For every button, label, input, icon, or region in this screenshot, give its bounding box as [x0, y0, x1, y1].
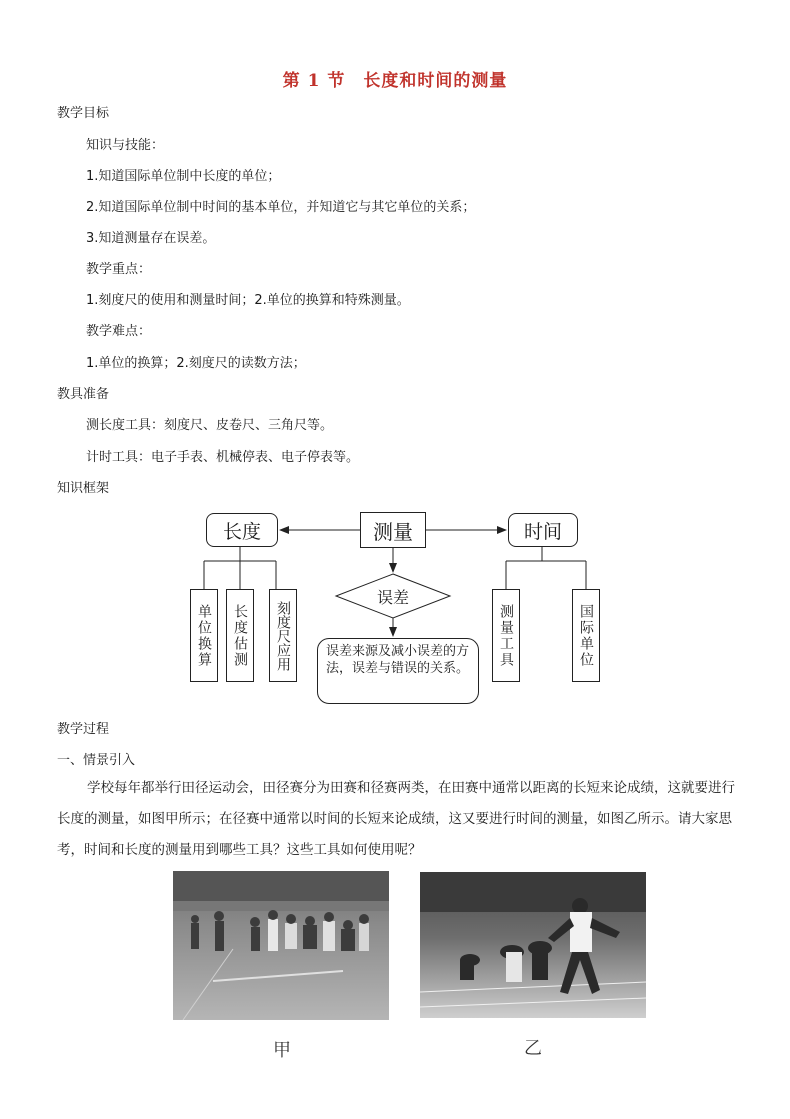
time-item-2: 国际单位 [572, 589, 600, 682]
time-item-1: 测量工具 [492, 589, 520, 682]
length-item-1: 单位换算 [190, 589, 218, 682]
goal-item-2: 2.知道国际单位制中时间的基本单位，并知道它与其它单位的关系； [86, 200, 476, 215]
knowledge-framework-diagram [180, 506, 610, 711]
error-note: 误差来源及减小误差的方法，误差与错误的关系。 [317, 638, 479, 704]
page-title: 第 1 节 长度和时间的测量 [282, 71, 508, 91]
intro-paragraph-text: 学校每年都举行田径运动会，田径赛分为田赛和径赛两类，在田赛中通常以距离的长短来论成绩，这就要进行长度的测量，如图甲所示；在径赛中通常以时间的长短来论成绩，这又要进行时间的测量，如图乙所示。请大家思考，时间和长度的测量用到哪些工具？这些工具如何使用呢？ [57, 780, 735, 858]
hard-points: 1.单位的换算；2.刻度尺的读数方法； [86, 356, 306, 371]
photo-sprint-race [420, 872, 646, 1018]
length-item-3: 刻度尺应用 [269, 589, 297, 682]
intro-subheading: 一、情景引入 [57, 753, 136, 768]
key-label: 教学重点： [86, 262, 152, 277]
caption-yi: 乙 [524, 1038, 542, 1059]
caption-jia: 甲 [273, 1040, 291, 1061]
length-tools: 测长度工具：刻度尺、皮卷尺、三角尺等。 [86, 418, 334, 433]
process-heading: 教学过程 [57, 722, 110, 737]
length-item-2: 长度估测 [226, 589, 254, 682]
measurement-node: 测量 [360, 512, 426, 548]
time-tools: 计时工具：电子手表、机械停表、电子停表等。 [86, 450, 360, 465]
key-points: 1.刻度尺的使用和测量时间；2.单位的换算和特殊测量。 [86, 293, 410, 308]
tools-heading: 教具准备 [57, 387, 110, 402]
goals-heading: 教学目标 [57, 106, 110, 121]
intro-paragraph [57, 773, 739, 866]
goal-item-1: 1.知道国际单位制中长度的单位； [86, 169, 281, 184]
hard-label: 教学难点： [86, 324, 152, 339]
framework-heading: 知识框架 [57, 481, 110, 496]
goal-item-3: 3.知道测量存在误差。 [86, 231, 216, 246]
photo-field-measurement [173, 871, 389, 1020]
error-node: 误差 [376, 588, 409, 607]
time-node: 时间 [508, 513, 578, 547]
length-node: 长度 [206, 513, 278, 547]
knowledge-label: 知识与技能： [86, 138, 165, 153]
